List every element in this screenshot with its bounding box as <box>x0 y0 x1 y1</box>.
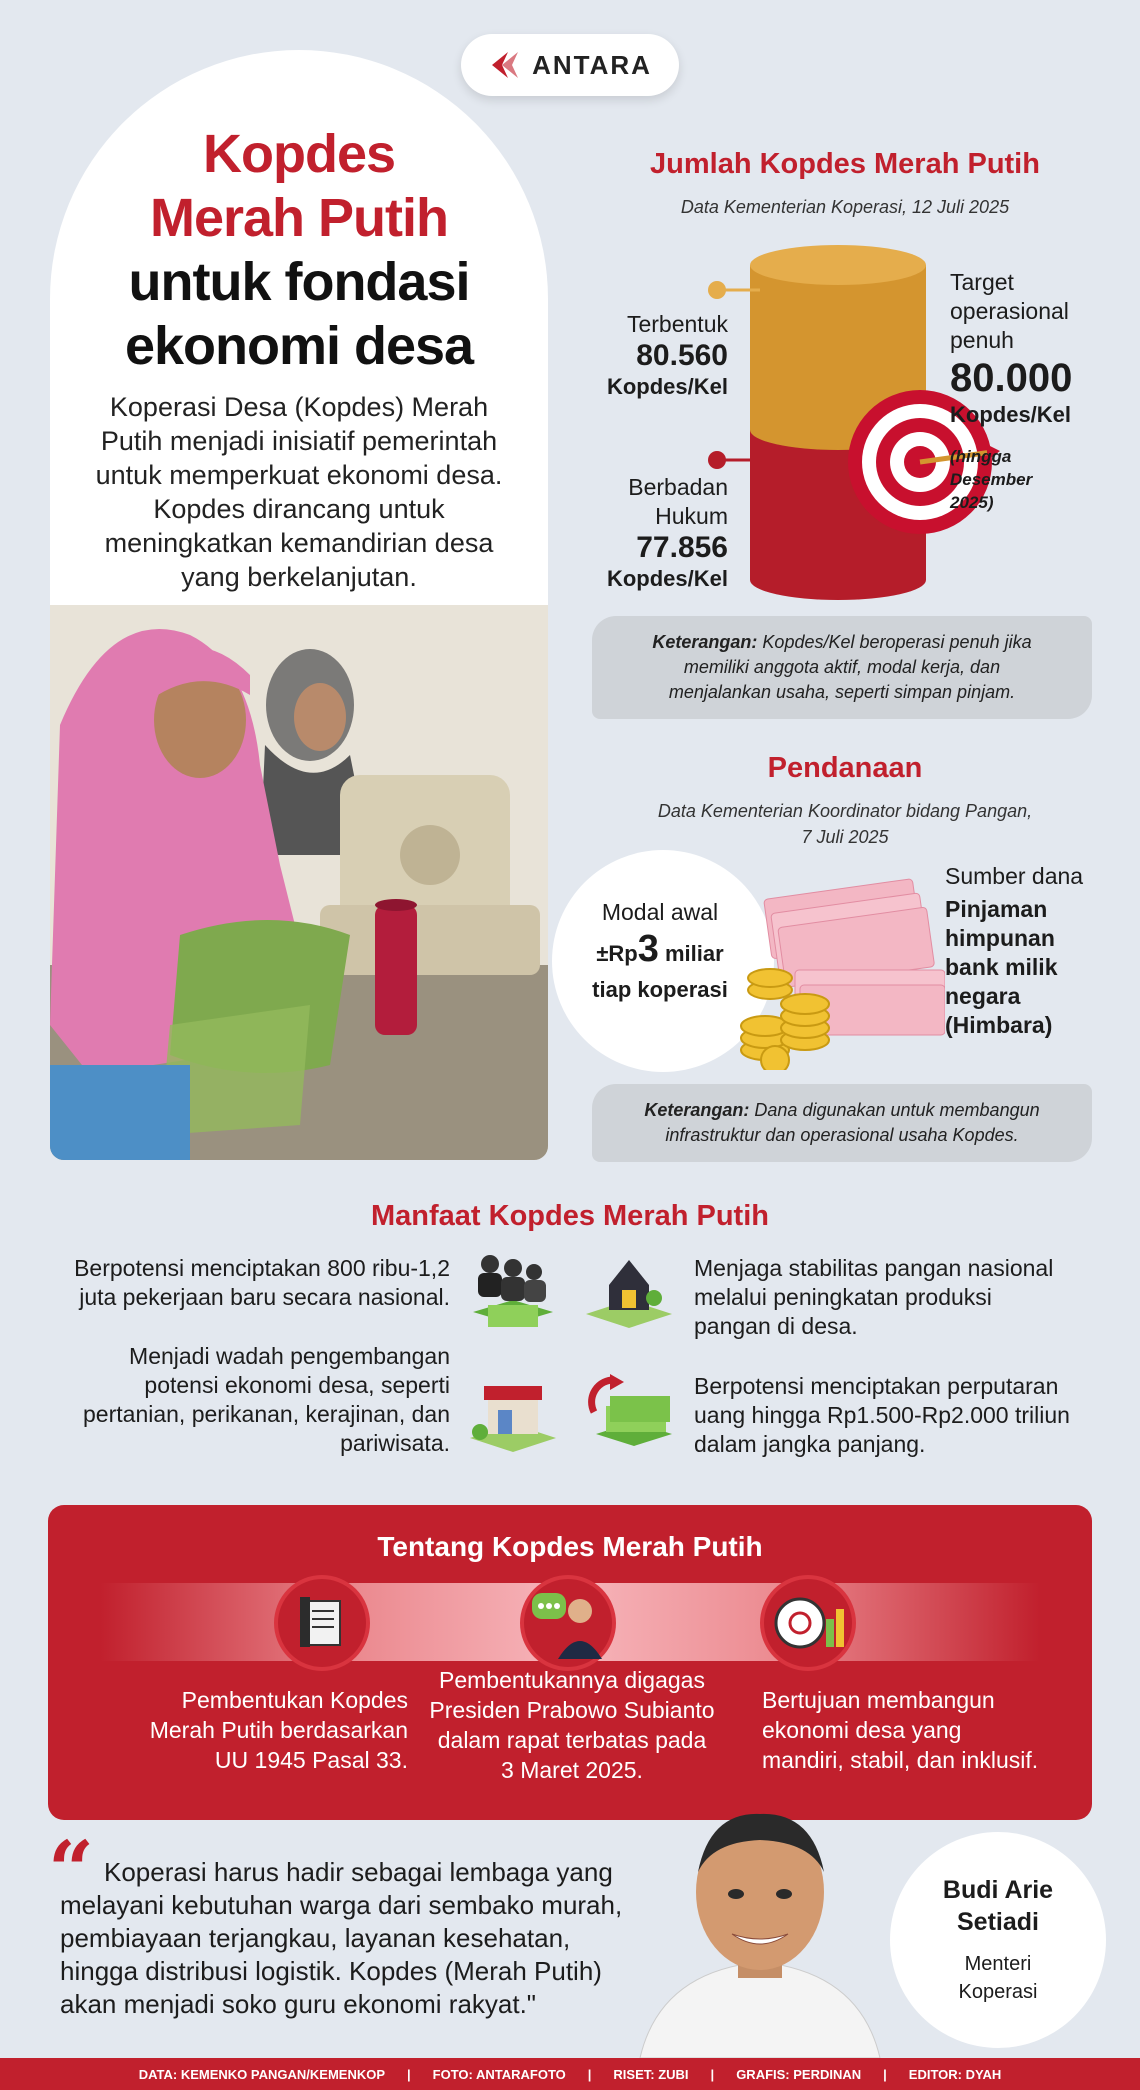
separator: | <box>710 2066 715 2082</box>
hero-title <box>50 122 548 378</box>
berbadan-value: 77.856 <box>636 531 728 564</box>
hero-panel <box>50 50 548 1160</box>
tentang-line: Pembentukannya digagas <box>439 1667 705 1693</box>
cylinder-top-cap <box>750 245 926 285</box>
antara-logo <box>461 34 679 96</box>
money-coins-icon <box>715 870 945 1070</box>
hero-description: Koperasi Desa (Kopdes) Merah Putih menjadi inisiatif pemerintah untuk memperkuat ekonomi desa. Kopdes dirancang untuk meningkatkan kemandirian desa yang berkelanjutan. <box>95 392 503 592</box>
minister-role: Menteri <box>964 1953 1032 1975</box>
pendanaan-note <box>592 1084 1092 1162</box>
women-sewing-photo <box>50 605 548 1160</box>
source-line: Data Kementerian Koordinator bidang Pangan, <box>657 801 1033 821</box>
target-value: 80.000 <box>950 356 1073 400</box>
minister-portrait <box>620 1802 900 2058</box>
sumber-line: himpunan <box>945 925 1055 951</box>
modal-per: tiap koperasi <box>592 977 728 1002</box>
quote-line: akan menjadi soko guru ekonomi rakyat." <box>60 1989 537 2019</box>
sumber-block <box>945 862 1130 1040</box>
benefit-line: potensi ekonomi desa, seperti <box>144 1372 450 1398</box>
tentang-line: UU 1945 Pasal 33. <box>214 1747 408 1773</box>
quote-mark-icon: “ <box>48 1823 95 1917</box>
berbadan-label: Berbadan <box>628 474 728 500</box>
benefit-line: Berpotensi menciptakan 800 ribu-1,2 <box>74 1255 450 1281</box>
pendanaan-title: Pendanaan <box>767 752 923 784</box>
manfaat-title: Manfaat Kopdes Merah Putih <box>371 1200 769 1232</box>
target-label: Target <box>950 269 1014 295</box>
note-label: Keterangan: <box>644 1100 750 1120</box>
tentang-line: dalam rapat terbatas pada <box>437 1727 707 1753</box>
sumber-line: Pinjaman <box>945 896 1048 922</box>
quote-line: melayani kebutuhan warga dari sembako murah, <box>60 1890 623 1920</box>
target-note <box>950 445 1130 514</box>
house-plant-icon <box>584 1250 674 1340</box>
quote-line: hingga distribusi logistik. Kopdes (Merah Putih) <box>60 1956 602 1986</box>
title-line: untuk fondasi <box>128 252 470 312</box>
tentang-goal <box>762 1685 1082 1775</box>
modal-suffix: miliar <box>658 941 724 966</box>
target-note-line: (hingga <box>950 447 1012 466</box>
benefit-line: melalui peningkatan produksi <box>694 1284 992 1310</box>
target-unit: Kopdes/Kel <box>950 402 1072 427</box>
antara-mark-icon <box>488 50 522 80</box>
berbadan-unit: Kopdes/Kel <box>606 566 728 591</box>
note-text: Dana digunakan untuk membangun infrastruktur dan operasional usaha Kopdes. <box>665 1100 1040 1145</box>
terbentuk-unit: Kopdes/Kel <box>606 374 728 399</box>
separator: | <box>407 2066 411 2082</box>
target-label: operasional <box>950 298 1069 324</box>
tentang-line: Bertujuan membangun <box>762 1687 995 1713</box>
sumber-line: negara <box>945 983 1021 1009</box>
credit-grafis: GRAFIS: PERDINAN <box>736 2066 862 2082</box>
berbadan-label: Hukum <box>655 503 728 529</box>
terbentuk-value: 80.560 <box>636 339 728 372</box>
berbadan-block <box>560 473 728 593</box>
credit-riset: RISET: ZUBI <box>613 2066 689 2082</box>
minister-quote <box>60 1856 700 2021</box>
minister-name: Setiadi <box>957 1908 1039 1936</box>
tentang-legal <box>88 1685 408 1775</box>
target-note-line: 2025) <box>950 493 994 512</box>
people-money-icon <box>468 1250 558 1340</box>
tentang-line: Pembentukan Kopdes <box>181 1687 408 1713</box>
terbentuk-block <box>560 310 728 401</box>
benefit-line: pertanian, perikanan, kerajinan, dan <box>83 1401 450 1427</box>
tentang-line: 3 Maret 2025. <box>501 1757 643 1783</box>
benefit-potential <box>40 1342 450 1458</box>
source-line: 7 Juli 2025 <box>801 827 889 847</box>
credit-data: DATA: KEMENKO PANGAN/KEMENKOP <box>138 2066 386 2082</box>
note-label: Keterangan: <box>652 632 758 652</box>
note-text: Kopdes/Kel beroperasi penuh jika memiliki anggota aktif, modal kerja, dan menjalankan usaha, seperti simpan pinjam. <box>668 632 1032 702</box>
quote-line: Koperasi harus hadir sebagai lembaga yang <box>104 1857 613 1887</box>
benefit-food <box>694 1254 1114 1341</box>
credit-editor: EDITOR: DYAH <box>908 2066 1002 2082</box>
shop-icon <box>468 1372 558 1462</box>
jumlah-source: Data Kementerian Koperasi, 12 Juli 2025 <box>680 197 1010 217</box>
title-line: Kopdes <box>202 124 396 184</box>
benefit-line: pariwisata. <box>340 1430 450 1456</box>
target-block <box>950 268 1130 514</box>
benefit-line: pangan di desa. <box>694 1313 858 1339</box>
separator: | <box>883 2066 887 2082</box>
minister-info <box>890 1874 1106 2006</box>
target-note-line: Desember <box>950 470 1033 489</box>
pendanaan-source <box>560 798 1130 850</box>
title-line: Merah Putih <box>149 188 449 248</box>
modal-label: Modal awal <box>601 899 719 925</box>
jumlah-note <box>592 616 1092 719</box>
separator: | <box>587 2066 592 2082</box>
sumber-line: bank milik <box>945 954 1058 980</box>
sumber-label: Sumber dana <box>945 863 1084 889</box>
tentang-line: Presiden Prabowo Subianto <box>429 1697 715 1723</box>
president-speech-icon <box>520 1575 616 1671</box>
tentang-line: mandiri, stabil, dan inklusif. <box>762 1747 1039 1773</box>
jumlah-title: Jumlah Kopdes Merah Putih <box>650 148 1040 180</box>
credit-foto: FOTO: ANTARAFOTO <box>432 2066 566 2082</box>
money-cycle-icon <box>584 1372 674 1462</box>
minister-name: Budi Arie <box>942 1876 1054 1904</box>
tentang-initiator <box>402 1665 742 1785</box>
tentang-title: Tentang Kopdes Merah Putih <box>377 1531 763 1562</box>
benefit-line: Berpotensi menciptakan perputaran <box>694 1373 1059 1399</box>
tentang-panel <box>48 1505 1092 1820</box>
quote-line: pembiayaan terjangkau, layanan kesehatan, <box>60 1923 571 1953</box>
benefit-line: dalam jangka panjang. <box>694 1431 926 1457</box>
minister-role: Koperasi <box>958 1981 1038 2003</box>
target-label: penuh <box>950 327 1014 353</box>
benefit-line: juta pekerjaan baru secara nasional. <box>79 1284 450 1310</box>
tentang-line: ekonomi desa yang <box>762 1717 962 1743</box>
tentang-line: Merah Putih berdasarkan <box>149 1717 408 1743</box>
terbentuk-label: Terbentuk <box>626 311 728 337</box>
sumber-text <box>945 895 1130 1040</box>
target-growth-icon <box>760 1575 856 1671</box>
title-line: ekonomi desa <box>124 316 474 376</box>
credits-footer <box>0 2058 1140 2090</box>
benefit-line: Menjadi wadah pengembangan <box>129 1343 450 1369</box>
benefit-line: uang hingga Rp1.500-Rp2.000 triliun <box>694 1402 1070 1428</box>
sumber-line: (Himbara) <box>945 1012 1053 1038</box>
benefit-jobs <box>40 1254 450 1312</box>
benefit-money <box>694 1372 1114 1459</box>
law-book-icon <box>274 1575 370 1671</box>
modal-prefix: ±Rp <box>596 941 638 966</box>
logo-text: ANTARA <box>532 49 652 80</box>
modal-number: 3 <box>637 928 659 970</box>
benefit-line: Menjaga stabilitas pangan nasional <box>694 1255 1054 1281</box>
